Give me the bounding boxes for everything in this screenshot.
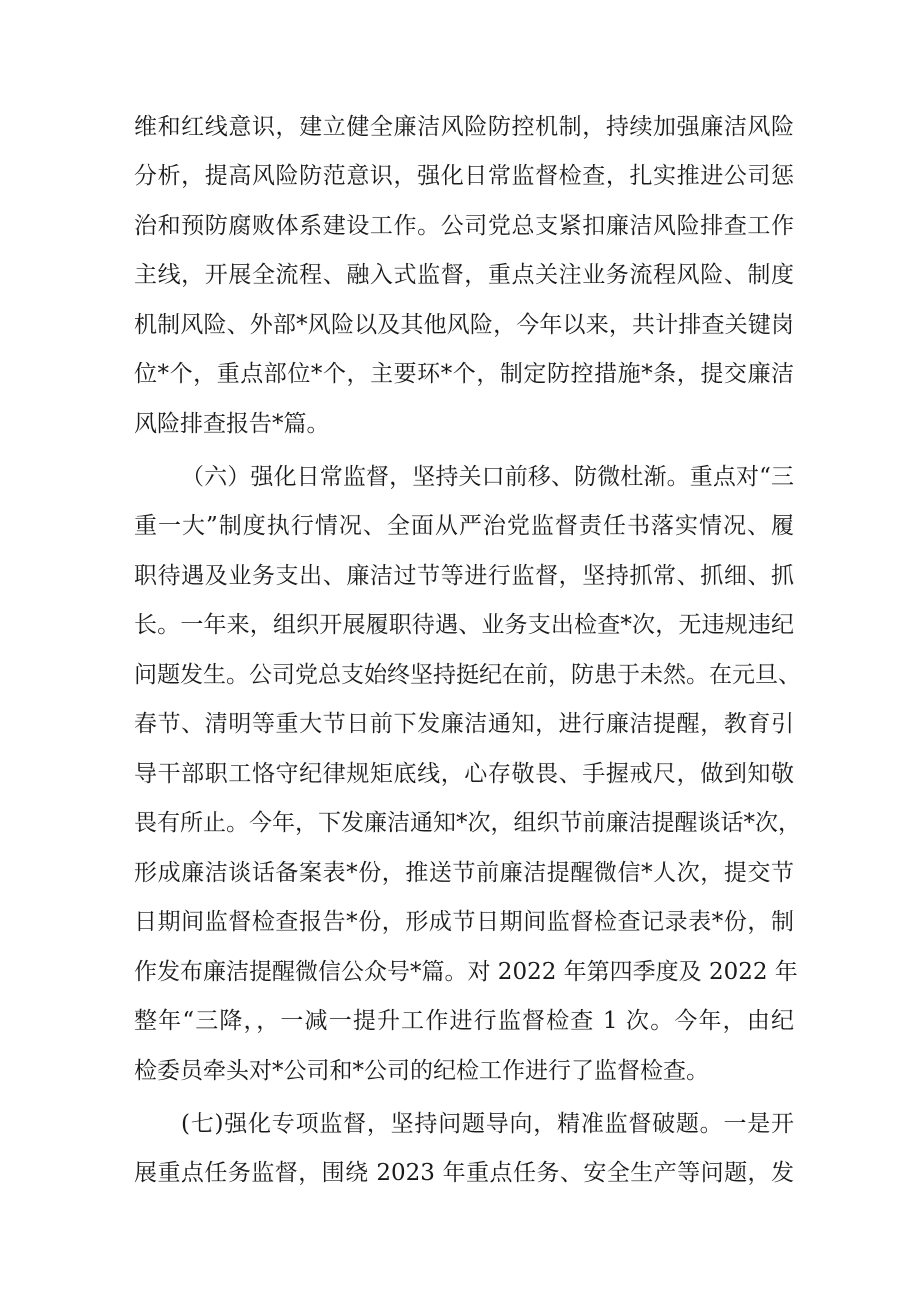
text-line: 职待遇及业务支出、廉洁过节等进行监督，坚持抓常、抓细、抓 xyxy=(134,563,794,589)
text-line: 导干部职工恪守纪律规矩底线，心存敬畏、手握戒尺，做到知敬 xyxy=(134,761,794,787)
text-line: 治和预防腐败体系建设工作。公司党总支紧扣廉洁风险排查工作 xyxy=(134,213,794,239)
text-line: 畏有所止。今年，下发廉洁通知*次，组织节前廉洁提醒谈话*次， xyxy=(134,810,801,836)
text-line: 风险排查报告*篇。 xyxy=(134,411,330,437)
text-line: 重一大”制度执行情况、全面从严治党监督责任书落实情况、履 xyxy=(134,513,794,539)
text-line: 形成廉洁谈话备案表*份，推送节前廉洁提醒微信*人次，提交节 xyxy=(134,860,794,886)
text-line: 长。一年来，组织开展履职待遇、业务支出检查*次，无违规违纪 xyxy=(134,612,794,638)
text-line: 检委员牵头对*公司和*公司的纪检工作进行了监督检查。 xyxy=(134,1058,709,1084)
text-line: 日期间监督检查报告*份，形成节日期间监督检查记录表*份，制 xyxy=(134,909,794,935)
text-line: 春节、清明等重大节日前下发廉洁通知，进行廉洁提醒，教育引 xyxy=(134,711,794,737)
text-line: 整年“三降，，一减一提升工作进行监督检查 1 次。今年，由纪 xyxy=(134,1008,794,1034)
paragraph-heading-7: (七)强化专项监督，坚持问题导向，精准监督破题。一是开 xyxy=(181,1111,794,1137)
text-line: 主线，开展全流程、融入式监督，重点关注业务流程风险、制度 xyxy=(134,262,794,288)
text-line: 机制风险、外部*风险以及其他风险，今年以来，共计排查关键岗 xyxy=(134,312,794,338)
text-line: 问题发生。公司党总支始终坚持挺纪在前，防患于未然。在元旦、 xyxy=(134,662,801,688)
paragraph-heading-6: （六）强化日常监督，坚持关口前移、防微杜渐。重点对“三 xyxy=(181,464,794,490)
text-line: 维和红线意识，建立健全廉洁风险防控机制，持续加强廉洁风险 xyxy=(134,114,794,140)
text-line: 位*个，重点部位*个，主要环*个，制定防控措施*条，提交廉洁 xyxy=(134,361,794,387)
text-line: 分析，提高风险防范意识，强化日常监督检查，扎实推进公司惩 xyxy=(134,163,794,189)
text-line: 作发布廉洁提醒微信公众号*篇。对 2022 年第四季度及 2022 年 xyxy=(134,959,798,985)
text-line: 展重点任务监督，围绕 2023 年重点任务、安全生产等问题，发 xyxy=(134,1160,794,1186)
